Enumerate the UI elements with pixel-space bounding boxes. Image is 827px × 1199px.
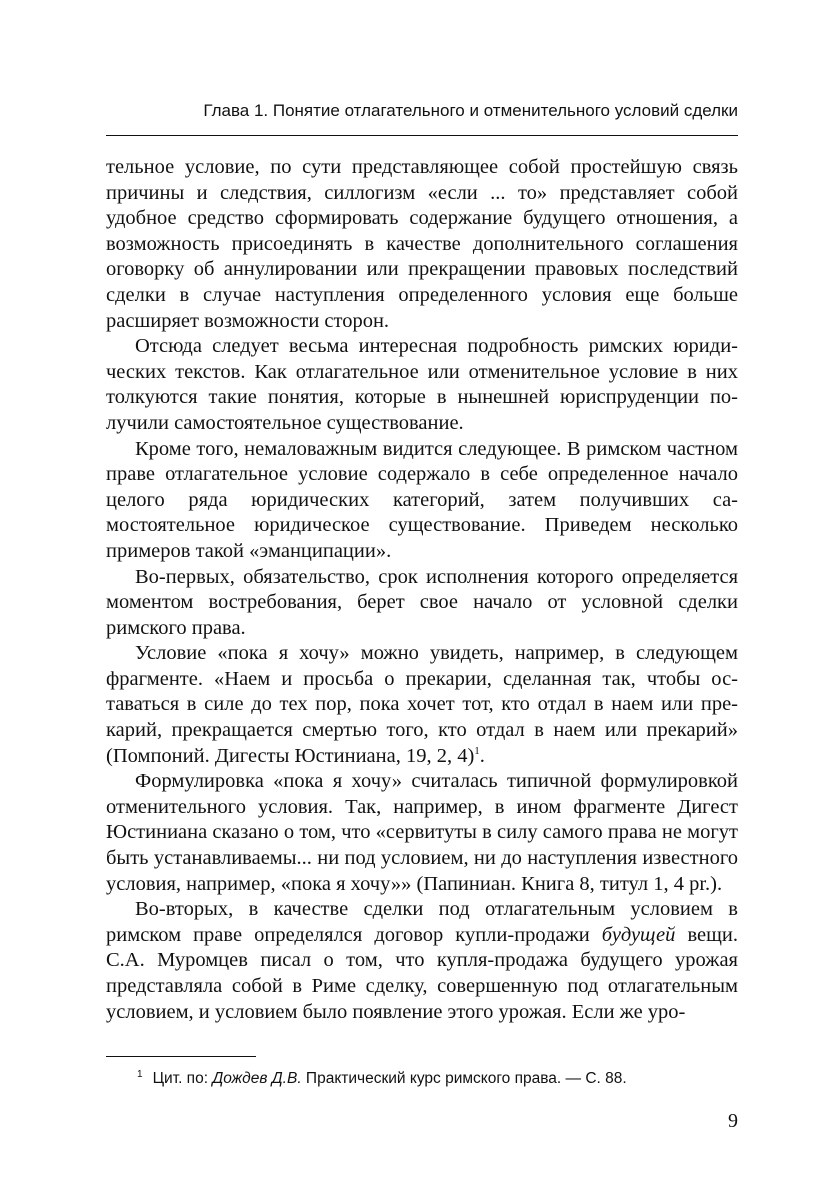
paragraph-5: Условие «пока я хочу» можно увидеть, например, в следующем фрагменте. «Наем и просьба о прекарии, сделанная так, чтобы оставаться в силе до тех пор, пока хочет тот, кто отдал в наем или прекарий, прекращается смертью того, кто отдал в наем или прекарий» (Помпоний. Дигесты Юстиниана, 19, 2, 4)$^1$.	[106, 642, 738, 767]
header-divider	[106, 135, 738, 136]
footnote-reference[interactable]: 1	[474, 744, 480, 757]
footnote-number: 1	[137, 1068, 143, 1080]
paragraph-4: Во-первых, обязательство, срок исполнения которого определяется моментом востребования, берет свое начало от условной сделки римского права.	[106, 565, 738, 639]
paragraph-1: тельное условие, по сути представляющее собой простейшую связь причины и следствия, силлогизм «если ... то» представляет собой удобное средство сформировать содержание будущего отношения, а возможность присоединять в качестве дополнительного соглашения оговорку об аннулировании или прекращении правовых последствий сделки в случае наступления определенного условия еще больше расширяет возможности сторон.	[106, 156, 738, 332]
paragraph-2: Отсюда следует весьма интересная подробность римских юридических текстов. Как отлагательное или отменительное условие в них толкуются такие понятия, которые в нынешней юриспруденции получили самостоятельное существование.	[106, 335, 738, 434]
footnote	[137, 1069, 627, 1089]
page-number: 9	[728, 1110, 738, 1132]
footnote-divider	[106, 1056, 256, 1057]
running-head: Глава 1. Понятие отлагательного и отменительного условий сделки	[203, 101, 738, 120]
paragraph-7-text-before: Во-вторых, в качестве сделки под отлагательным условием в римском праве определялся договор купли-продажи	[106, 898, 738, 946]
main-text	[106, 155, 738, 1025]
paragraph-6: Формулировка «пока я хочу» считалась типичной формулировкой отменительного условия. Так, например, в ином фрагменте Дигест Юстиниана сказано о том, что «сервитуты в силу самого права не могут быть устанавливаемы... ни под условием, ни до наступления известного условия, например, «пока я хочу»» (Папиниан. Книга 8, титул 1, 4 pr.).	[106, 770, 738, 895]
paragraph-3: Кроме того, немаловажным видится следующее. В римском частном праве отлагательное условие содержало в себе определенное начало целого ряда юридических категорий, затем получивших самостоятельное юридическое существование. Приведем несколько примеров такой «эманципации».	[106, 437, 738, 562]
paragraph-7-emphasis: будущей	[601, 923, 676, 946]
footnote-source: Практический курс римского права. — С. 88.	[301, 1070, 627, 1087]
paragraph-7-text-after: вещи. С.А. Муромцев писал о том, что купля-продажа будущего урожая представляла собой в Риме сделку, совершенную под отлагательным условием, и условием было появление этого урожая. Если же уро-	[106, 923, 738, 1023]
paragraph-5-text: Условие «пока я хочу» можно увидеть, например, в следующем фрагменте. «Наем и просьба о прекарии, сделанная так, чтобы оставаться в силе до тех пор, пока хочет тот, кто отдал в наем или прекарий, прекращается смертью того, кто отдал в наем или прекарий» (Помпоний. Дигесты Юстиниана, 19, 2, 4)	[106, 642, 738, 767]
footnote-author: Дождев Д.В.	[212, 1070, 302, 1087]
paragraph-7	[106, 897, 738, 1025]
footnote-prefix: Цит. по:	[152, 1070, 213, 1087]
